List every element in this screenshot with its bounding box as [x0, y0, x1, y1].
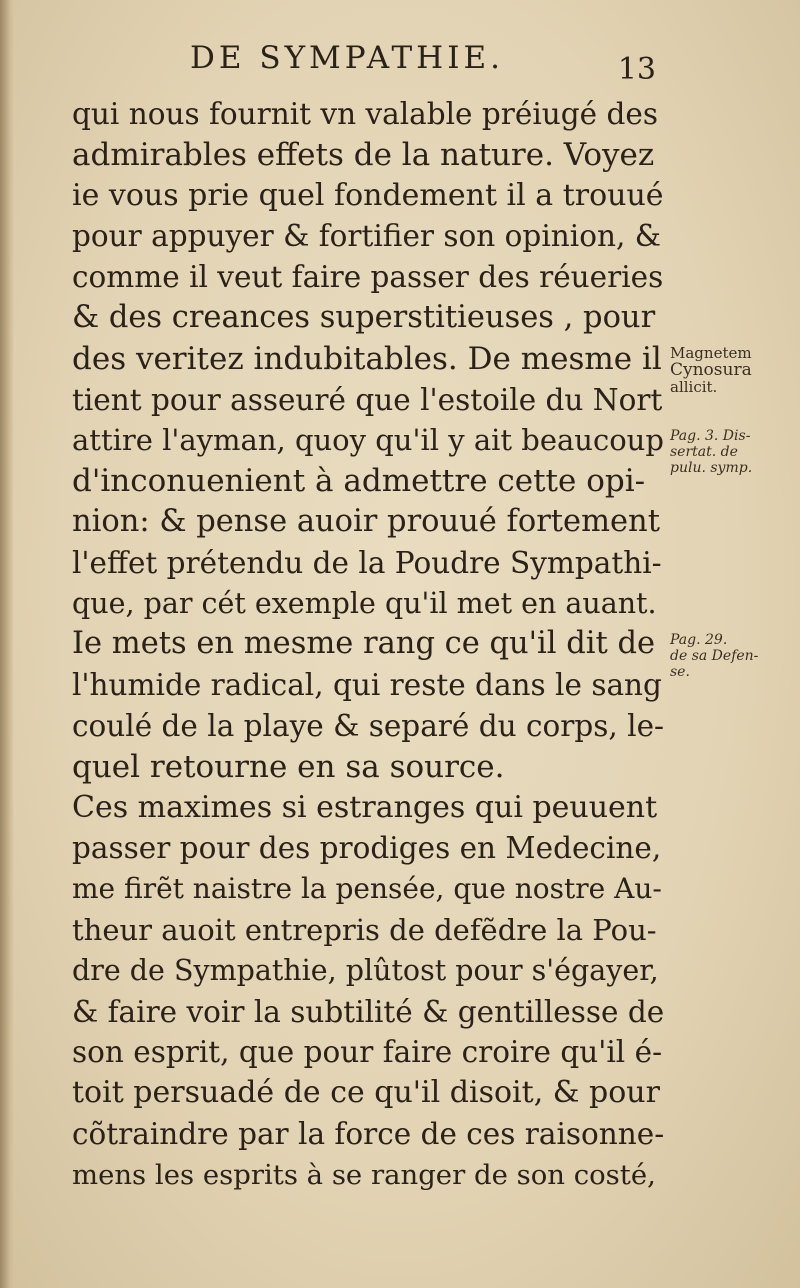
text-line: coulé de la playe & separé du corps, le- — [72, 708, 665, 743]
margin-note-line: de sa Defen- — [670, 648, 759, 664]
body-text — [72, 94, 664, 1196]
page-header — [190, 40, 660, 90]
text-line: quel retourne en sa source. — [72, 748, 505, 785]
page-gutter-shadow — [0, 0, 14, 1288]
text-line: nion: & pense auoir prouué fortement — [72, 503, 660, 539]
text-line: dre de Sympathie, plûtost pour s'égayer, — [72, 953, 659, 987]
text-line: attire l'ayman, quoy qu'il y ait beaucoup — [72, 423, 664, 458]
text-line: des veritez indubitables. De mesme il — [72, 340, 662, 377]
margin-note-line: Pag. 29. — [670, 632, 728, 648]
text-line: l'effet prétendu de la Poudre Sympathi- — [72, 545, 662, 580]
margin-note-magnetem — [670, 345, 796, 396]
margin-note-line: sertat. de — [670, 444, 738, 460]
margin-note-line: Magnetem — [670, 344, 752, 362]
margin-note-dissertat — [670, 428, 796, 476]
text-line: son esprit, que pour faire croire qu'il é- — [72, 1035, 663, 1070]
text-line: tient pour asseuré que l'estoile du Nort — [72, 382, 663, 417]
margin-note-line: Cynosura — [670, 360, 752, 380]
text-line: admirables effets de la nature. Voyez — [72, 136, 655, 173]
text-line: toit persuadé de ce qu'il disoit, & pour — [72, 1075, 660, 1111]
text-line: Ie mets en mesme rang ce qu'il dit de — [72, 626, 656, 662]
page-number: 13 — [617, 52, 656, 87]
running-title: DE SYMPATHIE. — [190, 40, 504, 76]
text-line: Ces maximes si estranges qui peuuent — [72, 789, 658, 825]
text-line: & des creances superstitieuses , pour — [72, 299, 656, 335]
margin-note-defense — [670, 632, 796, 680]
margin-note-line: pulu. symp. — [670, 460, 753, 476]
text-line: mens les esprits à se ranger de son costé, — [72, 1158, 656, 1191]
text-line: passer pour des prodiges en Medecine, — [72, 831, 662, 866]
text-line: theur auoit entrepris de defẽdre la Pou- — [72, 912, 657, 947]
margin-note-line: allicit. — [670, 378, 718, 396]
text-line: qui nous fournit vn valable préiugé des — [72, 97, 658, 131]
text-line: que, par cét exemple qu'il met en auant. — [72, 586, 657, 620]
margin-note-line: Pag. 3. Dis- — [670, 428, 751, 444]
text-line: pour appuyer & fortifier son opinion, & — [72, 219, 661, 254]
text-line: ie vous prie quel fondement il a trouué — [72, 177, 664, 213]
text-line: me firẽt naistre la pensée, que nostre Au- — [72, 872, 662, 906]
text-line: cõtraindre par la force de ces raisonne- — [72, 1116, 665, 1151]
text-line: l'humide radical, qui reste dans le sang — [72, 668, 662, 703]
text-line: d'inconuenient à admettre cette opi- — [72, 463, 646, 500]
text-line: comme il veut faire passer des réueries — [72, 260, 664, 295]
margin-note-line: se. — [670, 664, 690, 680]
text-line: & faire voir la subtilité & gentillesse de — [72, 994, 665, 1029]
